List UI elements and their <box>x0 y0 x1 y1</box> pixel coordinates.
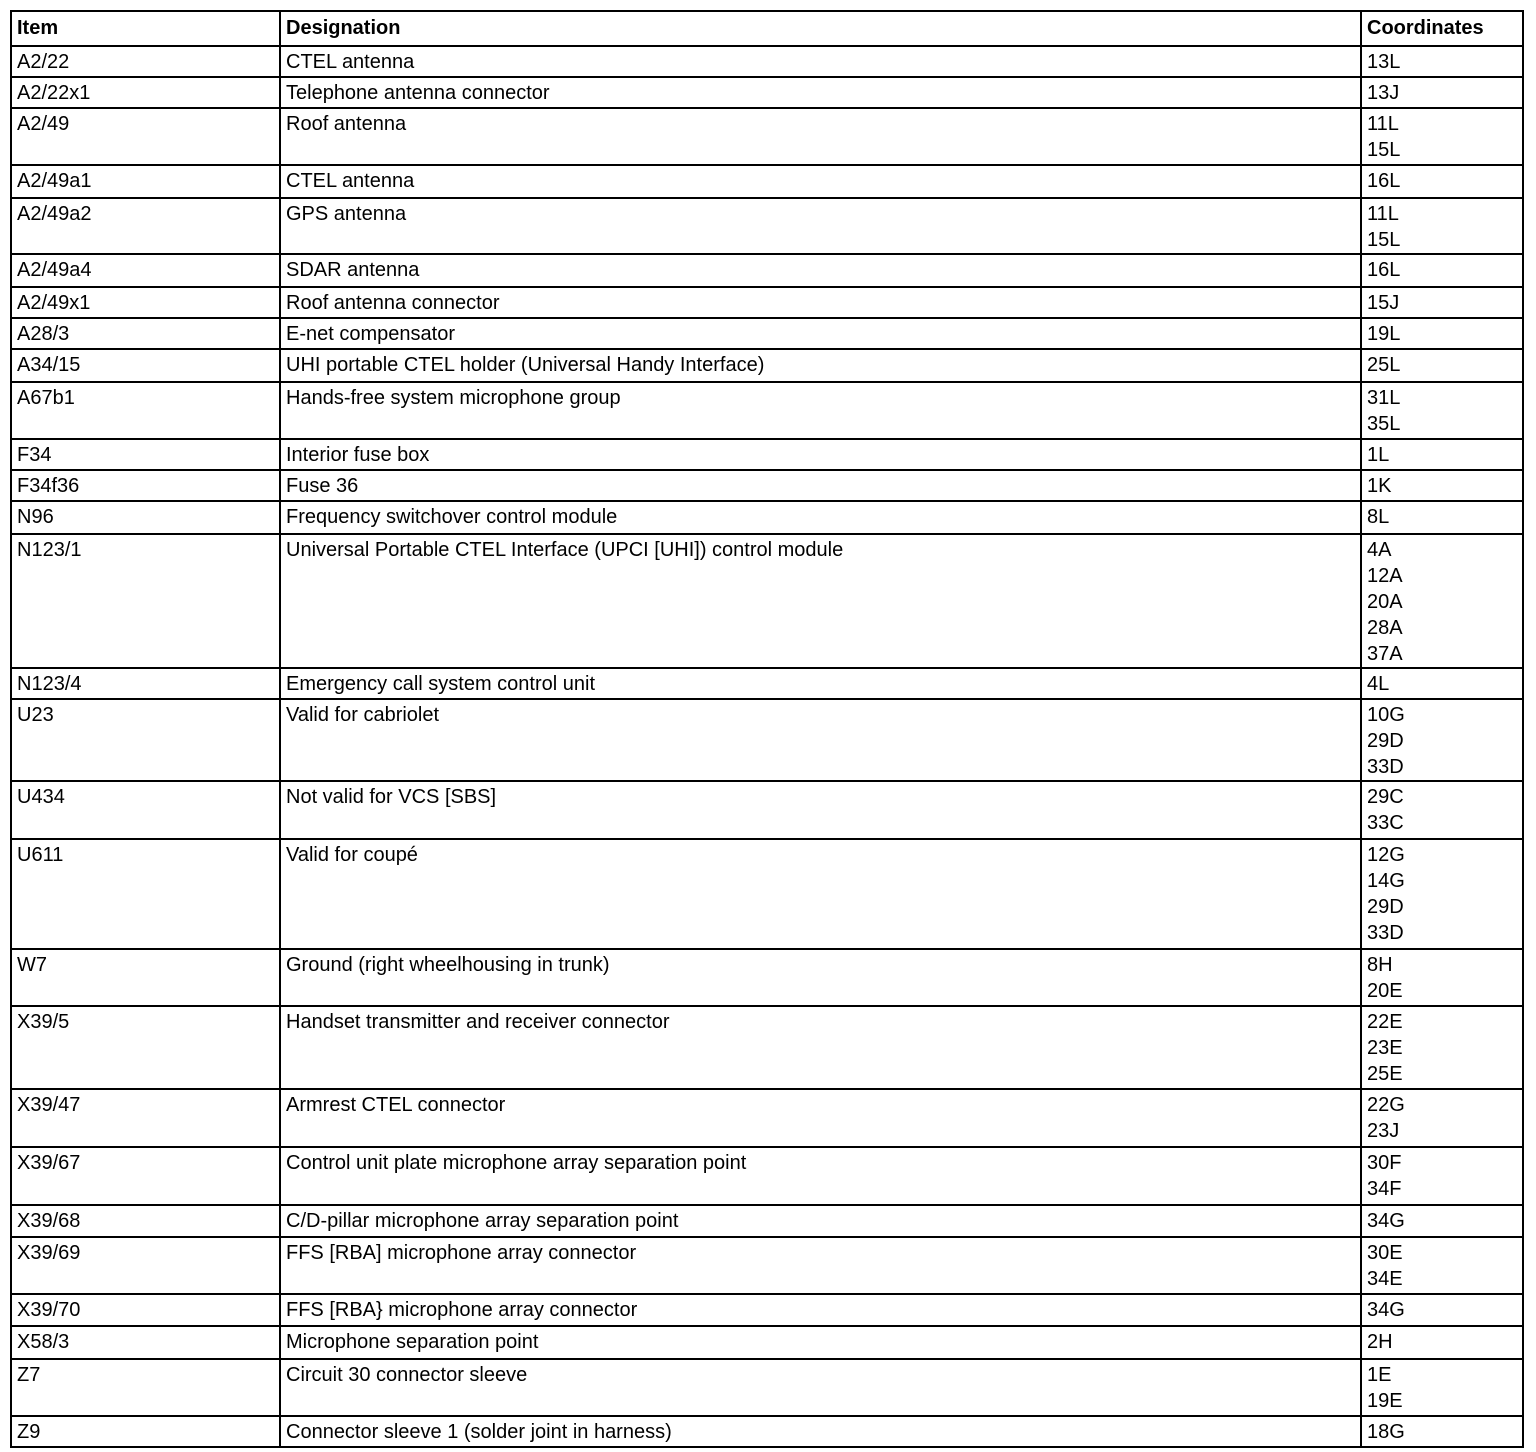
table-row <box>11 1359 1523 1416</box>
coordinates-cell <box>1361 534 1523 668</box>
coordinates-cell <box>1361 108 1523 165</box>
coordinates-cell <box>1361 439 1523 470</box>
designation-cell: Not valid for VCS [SBS] <box>280 781 1361 839</box>
coordinate-value: 29D <box>1367 896 1404 918</box>
designation-cell: Roof antenna <box>280 108 1361 165</box>
designation-cell: Universal Portable CTEL Interface (UPCI [UHI]) control module <box>280 534 1361 668</box>
coordinate-value: 25L <box>1367 354 1401 376</box>
coordinate-value: 30E <box>1367 1242 1403 1264</box>
item-cell: X39/5 <box>11 1006 280 1089</box>
table-row <box>11 77 1523 108</box>
coordinate-value: 34E <box>1367 1268 1403 1290</box>
table-body <box>11 46 1523 1447</box>
coordinate-value: 16L <box>1367 170 1401 192</box>
coordinate-value: 13J <box>1367 82 1400 104</box>
coordinates-cell <box>1361 1147 1523 1205</box>
item-cell: X39/69 <box>11 1237 280 1294</box>
coordinate-value: 8H <box>1367 954 1393 976</box>
coordinate-value: 35L <box>1367 413 1401 435</box>
table-row <box>11 254 1523 287</box>
designation-cell: Interior fuse box <box>280 439 1361 470</box>
coordinate-value: 20E <box>1367 980 1403 1002</box>
table-row <box>11 1416 1523 1447</box>
coordinate-value: 31L <box>1367 387 1401 409</box>
coordinate-value: 1L <box>1367 444 1390 466</box>
table-row <box>11 699 1523 781</box>
coordinate-value: 34F <box>1367 1178 1402 1200</box>
coordinate-value: 4L <box>1367 673 1390 695</box>
item-cell: F34f36 <box>11 470 280 501</box>
designation-cell: Circuit 30 connector sleeve <box>280 1359 1361 1416</box>
designation-cell: FFS [RBA} microphone array connector <box>280 1294 1361 1326</box>
table-row <box>11 382 1523 439</box>
coordinate-value: 15L <box>1367 229 1401 251</box>
table-row <box>11 287 1523 318</box>
coordinates-cell <box>1361 46 1523 77</box>
coordinate-value: 11L <box>1367 113 1399 135</box>
designation-cell: Roof antenna connector <box>280 287 1361 318</box>
item-cell: X39/68 <box>11 1205 280 1237</box>
table-row <box>11 1326 1523 1359</box>
coordinate-value: 15L <box>1367 139 1401 161</box>
table-row <box>11 1205 1523 1237</box>
table-row <box>11 668 1523 699</box>
coordinate-value: 13L <box>1367 51 1401 73</box>
item-cell: A2/49a2 <box>11 198 280 254</box>
coordinates-cell <box>1361 501 1523 534</box>
coordinate-value: 18G <box>1367 1421 1405 1443</box>
coordinate-value: 29D <box>1367 730 1404 752</box>
coordinate-value: 33D <box>1367 756 1404 778</box>
coordinate-value: 33C <box>1367 812 1404 834</box>
coordinates-cell <box>1361 781 1523 839</box>
coordinates-cell <box>1361 382 1523 439</box>
coordinate-value: 29C <box>1367 786 1404 808</box>
designation-cell: E-net compensator <box>280 318 1361 349</box>
coordinates-cell <box>1361 1237 1523 1294</box>
designation-cell: Valid for coupé <box>280 839 1361 949</box>
item-cell: A2/49x1 <box>11 287 280 318</box>
item-cell: A2/49a4 <box>11 254 280 287</box>
table-row <box>11 839 1523 949</box>
designation-cell: Fuse 36 <box>280 470 1361 501</box>
table-row <box>11 1147 1523 1205</box>
table-header <box>11 11 1523 46</box>
coordinate-value: 30F <box>1367 1152 1402 1174</box>
designation-cell: UHI portable CTEL holder (Universal Handy Interface) <box>280 349 1361 382</box>
coordinate-value: 15J <box>1367 292 1400 314</box>
item-cell: N96 <box>11 501 280 534</box>
coordinate-value: 34G <box>1367 1210 1405 1232</box>
designation-cell: Control unit plate microphone array separation point <box>280 1147 1361 1205</box>
designation-cell: C/D-pillar microphone array separation point <box>280 1205 1361 1237</box>
coordinate-value: 11L <box>1367 203 1399 225</box>
table-row <box>11 501 1523 534</box>
designation-cell: Handset transmitter and receiver connector <box>280 1006 1361 1089</box>
coordinates-cell <box>1361 1416 1523 1447</box>
designation-cell: Telephone antenna connector <box>280 77 1361 108</box>
coordinate-value: 12G <box>1367 844 1405 866</box>
table-row <box>11 165 1523 198</box>
coordinates-cell <box>1361 165 1523 198</box>
coordinates-cell <box>1361 77 1523 108</box>
designation-cell: Connector sleeve 1 (solder joint in harness) <box>280 1416 1361 1447</box>
designation-cell: SDAR antenna <box>280 254 1361 287</box>
coordinate-value: 23J <box>1367 1120 1400 1142</box>
coordinates-cell <box>1361 470 1523 501</box>
designation-cell: Emergency call system control unit <box>280 668 1361 699</box>
table-row <box>11 349 1523 382</box>
coordinates-cell <box>1361 949 1523 1006</box>
table-row <box>11 46 1523 77</box>
coordinate-value: 2H <box>1367 1331 1393 1353</box>
table-row <box>11 439 1523 470</box>
item-cell: U23 <box>11 699 280 781</box>
designation-cell: CTEL antenna <box>280 46 1361 77</box>
item-cell: U434 <box>11 781 280 839</box>
item-cell: X39/70 <box>11 1294 280 1326</box>
table-row <box>11 470 1523 501</box>
designation-cell: Valid for cabriolet <box>280 699 1361 781</box>
item-cell: A2/49 <box>11 108 280 165</box>
item-cell: Z7 <box>11 1359 280 1416</box>
coordinate-value: 33D <box>1367 922 1404 944</box>
coordinate-value: 20A <box>1367 591 1403 613</box>
table-row <box>11 1089 1523 1147</box>
item-cell: U611 <box>11 839 280 949</box>
item-cell: X39/47 <box>11 1089 280 1147</box>
designation-cell: Ground (right wheelhousing in trunk) <box>280 949 1361 1006</box>
coordinates-cell <box>1361 1006 1523 1089</box>
table-row <box>11 1237 1523 1294</box>
coordinates-column-header: Coordinates <box>1361 11 1523 46</box>
header-row <box>11 11 1523 46</box>
coordinates-cell <box>1361 668 1523 699</box>
table-row <box>11 1294 1523 1326</box>
coordinate-value: 23E <box>1367 1037 1403 1059</box>
coordinate-value: 14G <box>1367 870 1405 892</box>
item-cell: A28/3 <box>11 318 280 349</box>
table-row <box>11 781 1523 839</box>
coordinate-value: 28A <box>1367 617 1403 639</box>
table-row <box>11 534 1523 668</box>
table-row <box>11 949 1523 1006</box>
coordinate-value: 1E <box>1367 1364 1392 1386</box>
designation-cell: Microphone separation point <box>280 1326 1361 1359</box>
coordinate-value: 12A <box>1367 565 1403 587</box>
coordinates-cell <box>1361 1326 1523 1359</box>
item-cell: W7 <box>11 949 280 1006</box>
item-cell: A2/22x1 <box>11 77 280 108</box>
coordinates-cell <box>1361 254 1523 287</box>
legend-table <box>10 10 1524 1448</box>
coordinate-value: 22E <box>1367 1011 1403 1033</box>
item-cell: X58/3 <box>11 1326 280 1359</box>
item-cell: A67b1 <box>11 382 280 439</box>
coordinates-cell <box>1361 318 1523 349</box>
coordinates-cell <box>1361 839 1523 949</box>
item-cell: X39/67 <box>11 1147 280 1205</box>
coordinates-cell <box>1361 1359 1523 1416</box>
coordinates-cell <box>1361 699 1523 781</box>
designation-cell: FFS [RBA] microphone array connector <box>280 1237 1361 1294</box>
table-row <box>11 198 1523 254</box>
item-cell: F34 <box>11 439 280 470</box>
coordinate-value: 10G <box>1367 704 1405 726</box>
item-cell: A2/49a1 <box>11 165 280 198</box>
coordinates-cell <box>1361 1205 1523 1237</box>
designation-cell: CTEL antenna <box>280 165 1361 198</box>
coordinate-value: 25E <box>1367 1063 1403 1085</box>
coordinate-value: 19E <box>1367 1390 1403 1412</box>
coordinate-value: 1K <box>1367 475 1392 497</box>
item-cell: Z9 <box>11 1416 280 1447</box>
designation-cell: GPS antenna <box>280 198 1361 254</box>
coordinate-value: 19L <box>1367 323 1401 345</box>
designation-column-header: Designation <box>280 11 1361 46</box>
coordinate-value: 16L <box>1367 259 1401 281</box>
item-column-header: Item <box>11 11 280 46</box>
coordinate-value: 22G <box>1367 1094 1405 1116</box>
item-cell: A2/22 <box>11 46 280 77</box>
coordinates-cell <box>1361 198 1523 254</box>
coordinates-cell <box>1361 1294 1523 1326</box>
coordinates-cell <box>1361 349 1523 382</box>
table-row <box>11 318 1523 349</box>
coordinates-cell <box>1361 287 1523 318</box>
item-cell: N123/1 <box>11 534 280 668</box>
item-cell: A34/15 <box>11 349 280 382</box>
coordinate-value: 37A <box>1367 643 1403 665</box>
coordinate-value: 8L <box>1367 506 1390 528</box>
coordinates-cell <box>1361 1089 1523 1147</box>
coordinate-value: 34G <box>1367 1299 1405 1321</box>
coordinate-value: 4A <box>1367 539 1392 561</box>
item-cell: N123/4 <box>11 668 280 699</box>
table-row <box>11 108 1523 165</box>
designation-cell: Frequency switchover control module <box>280 501 1361 534</box>
table-row <box>11 1006 1523 1089</box>
designation-cell: Hands-free system microphone group <box>280 382 1361 439</box>
designation-cell: Armrest CTEL connector <box>280 1089 1361 1147</box>
